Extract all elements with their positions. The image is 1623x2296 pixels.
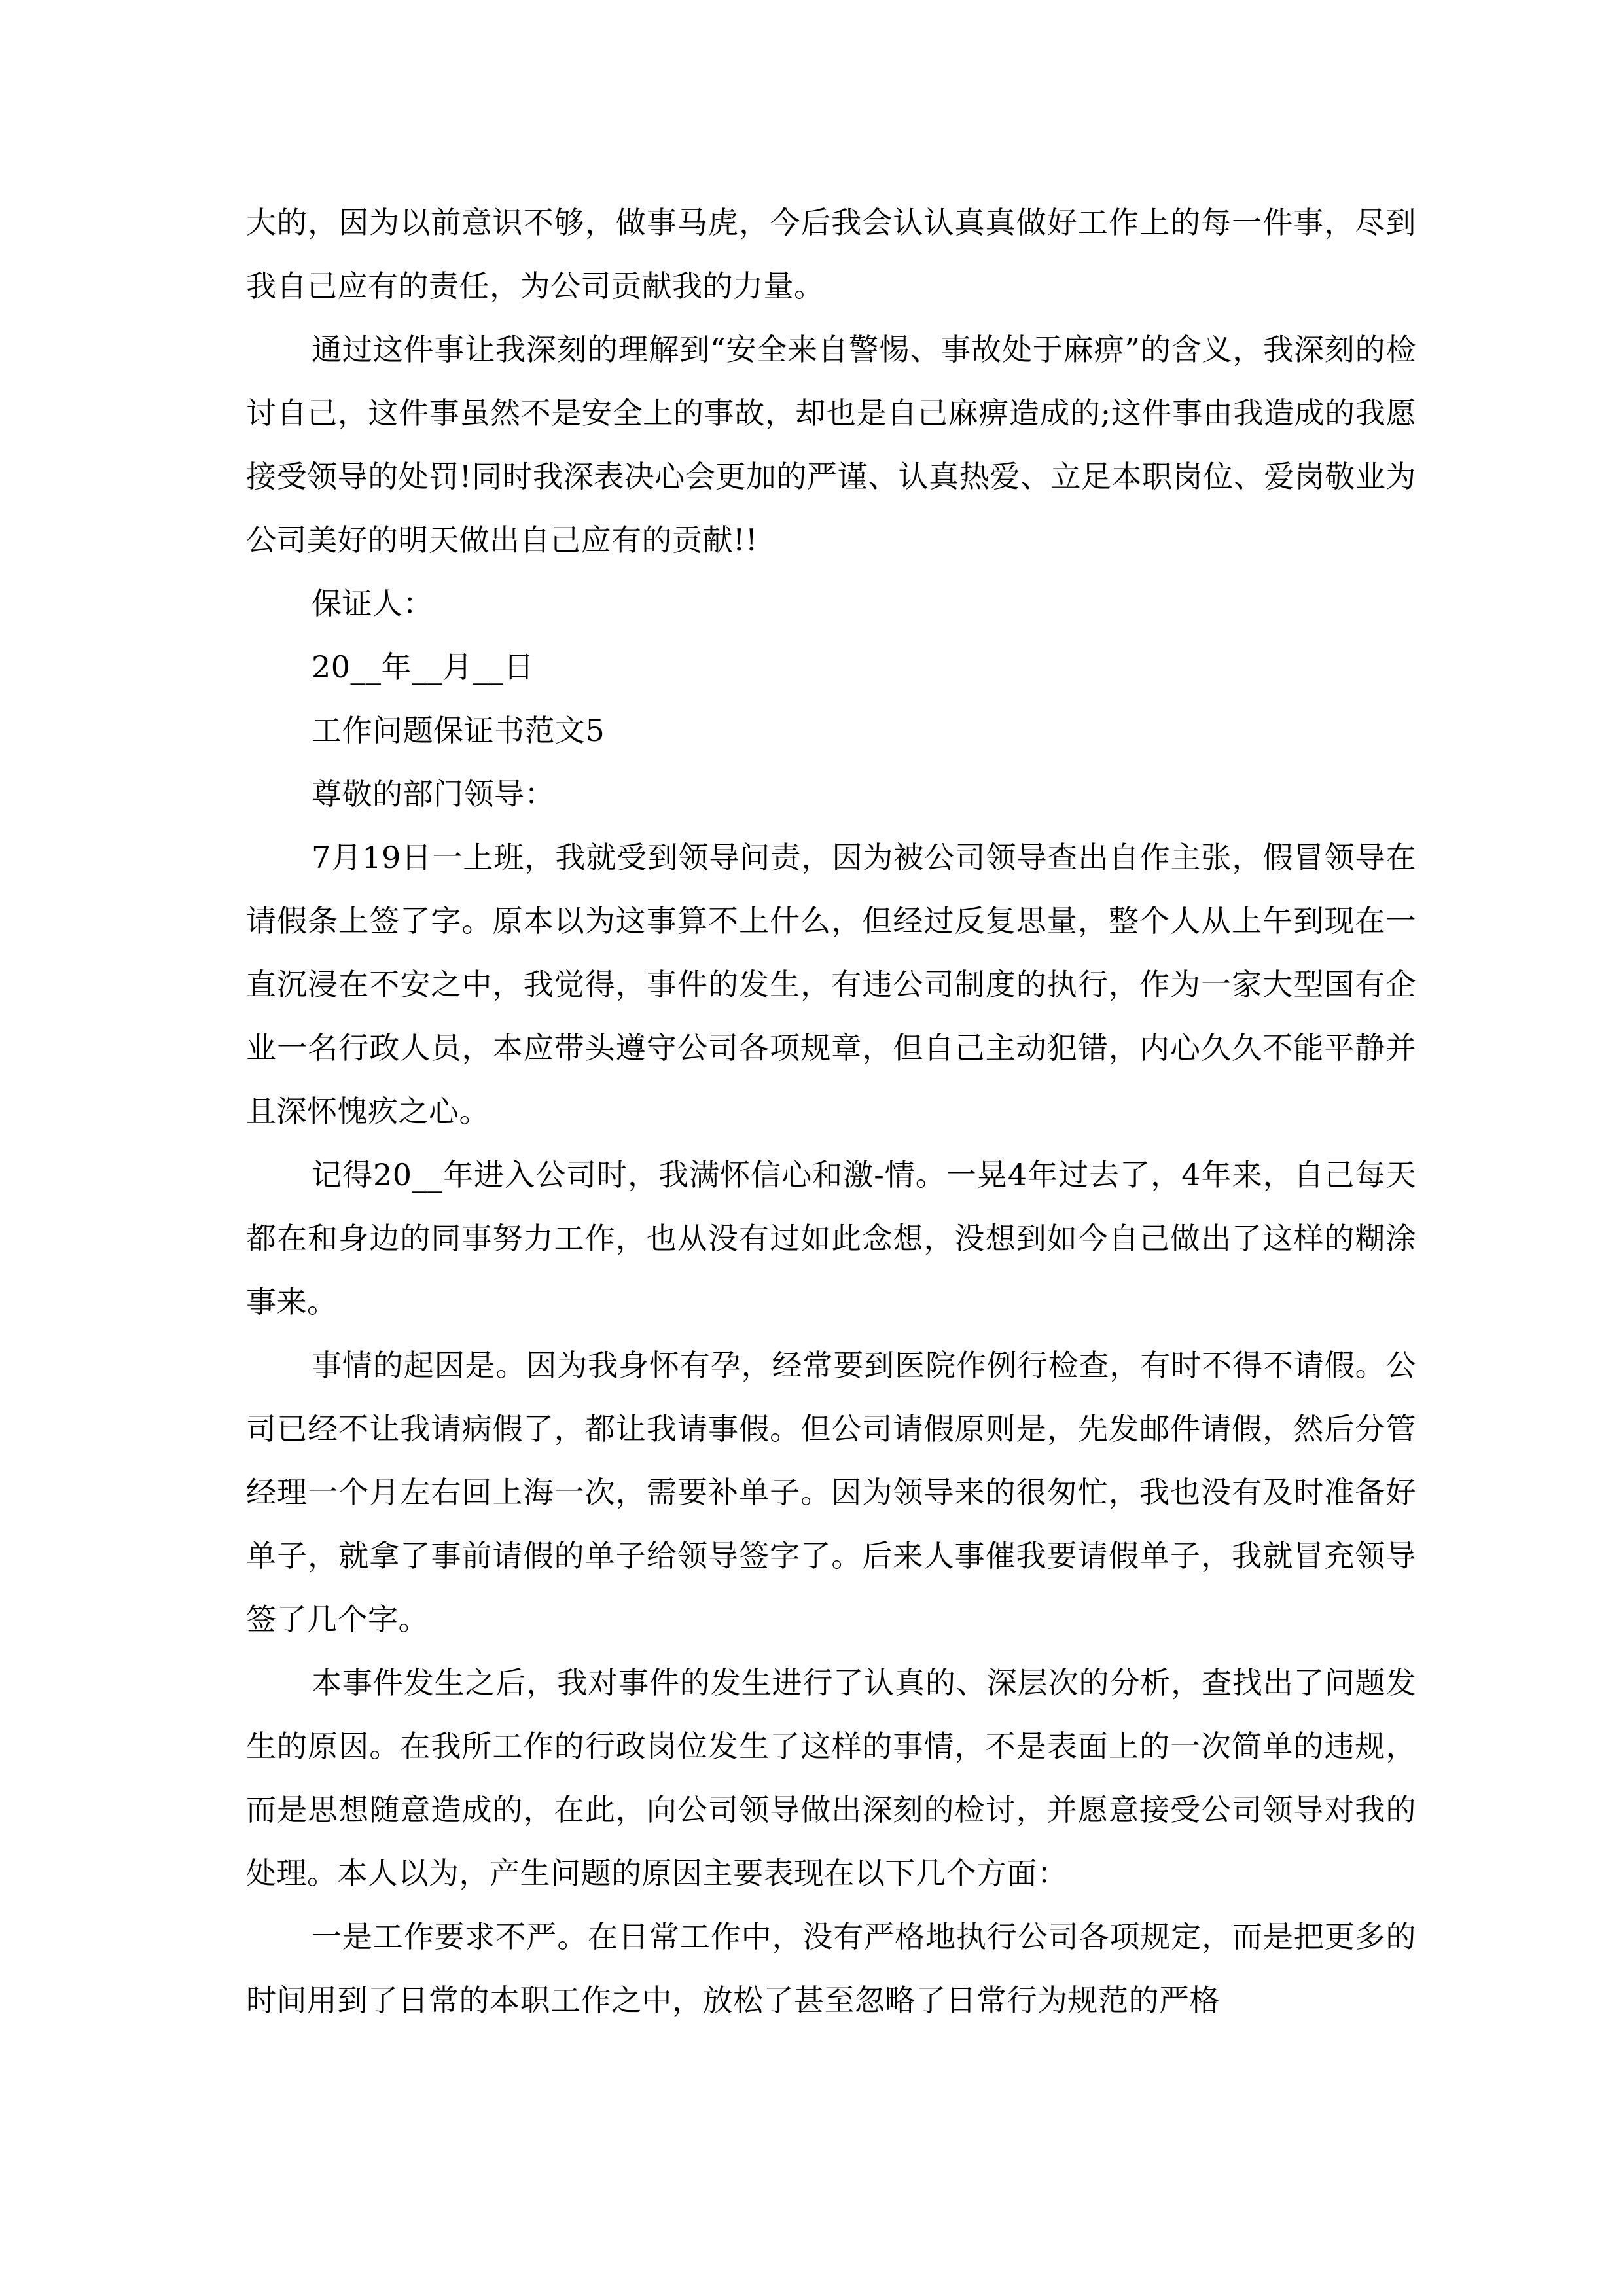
paragraph-10: 本事件发生之后，我对事件的发生进行了认真的、深层次的分析，查找出了问题发生的原因。在我所工作的行政岗位发生了这样的事情，不是表面上的一次简单的违规，而是思想随意造成的，在此，向公司领导做出深刻的检讨，并愿意接受公司领导对我的处理。本人以为，产生问题的原因主要表现在以下几个方面： [246,1665,1416,1891]
salutation: 尊敬的部门领导： [312,776,555,812]
paragraph-2: 通过这件事让我深刻的理解到“安全来自警惕、事故处于麻痹”的含义，我深刻的检讨自己，这件事虽然不是安全上的事故，却也是自己麻痹造成的;这件事由我造成的我愿接受领导的处罚!同时我深表决心会更加的严谨、认真热爱、立足本职岗位、爱岗敬业为公司美好的明天做出自己应有的贡献!! [246,332,1416,558]
guarantor-label: 保证人： [312,586,433,621]
paragraph-1: 大的，因为以前意识不够，做事马虎，今后我会认认真真做好工作上的每一件事，尽到我自己应有的责任，为公司贡献我的力量。 [246,205,1416,304]
paragraph-11: 一是工作要求不严。在日常工作中，没有严格地执行公司各项规定，而是把更多的时间用到了日常的本职工作之中，放松了甚至忽略了日常行为规范的严格 [246,1919,1416,2018]
paragraph-9: 事情的起因是。因为我身怀有孕，经常要到医院作例行检查，有时不得不请假。公司已经不让我请病假了，都让我请事假。但公司请假原则是，先发邮件请假，然后分管经理一个月左右回上海一次，需要补单子。因为领导来的很匆忙，我也没有及时准备好单子，就拿了事前请假的单子给领导签字了。后来人事催我要请假单子，我就冒充领导签了几个字。 [246,1348,1416,1637]
paragraph-8: 记得20__年进入公司时，我满怀信心和激-情。一晃4年过去了，4年来，自己每天都在和身边的同事努力工作，也从没有过如此念想，没想到如今自己做出了这样的糊涂事来。 [246,1157,1416,1319]
date-line: 20__年__月__日 [312,649,535,685]
document-page [246,191,1416,2032]
paragraph-7: 7月19日一上班，我就受到领导问责，因为被公司领导查出自作主张，假冒领导在请假条上签了字。原本以为这事算不上什么，但经过反复思量，整个人从上午到现在一直沉浸在不安之中，我觉得，事件的发生，有违公司制度的执行，作为一家大型国有企业一名行政人员，本应带头遵守公司各项规章，但自己主动犯错，内心久久不能平静并且深怀愧疚之心。 [246,840,1416,1129]
section-title: 工作问题保证书范文5 [312,713,605,748]
